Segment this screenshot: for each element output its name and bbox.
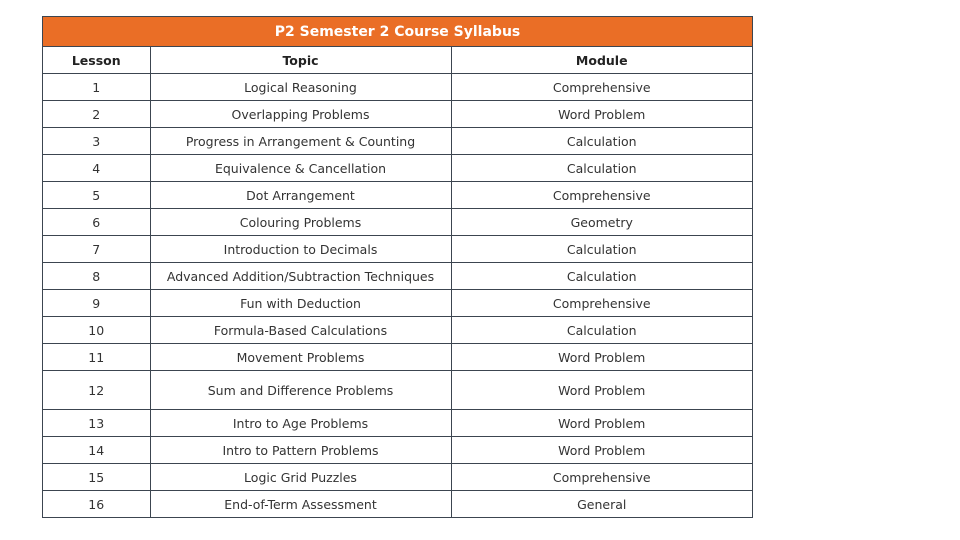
topic-cell: Overlapping Problems (150, 101, 451, 128)
header-row (43, 47, 752, 74)
column-header-topic: Topic (150, 47, 451, 74)
syllabus-table (43, 47, 752, 517)
lesson-cell: 9 (43, 290, 150, 317)
table-row (43, 128, 752, 155)
table-row (43, 155, 752, 182)
table-title: P2 Semester 2 Course Syllabus (43, 17, 752, 47)
table-row (43, 491, 752, 518)
lesson-cell: 6 (43, 209, 150, 236)
lesson-cell: 7 (43, 236, 150, 263)
topic-cell: Sum and Difference Problems (150, 371, 451, 410)
topic-cell: End-of-Term Assessment (150, 491, 451, 518)
topic-cell: Logic Grid Puzzles (150, 464, 451, 491)
table-row (43, 182, 752, 209)
topic-cell: Dot Arrangement (150, 182, 451, 209)
topic-cell: Intro to Age Problems (150, 410, 451, 437)
table-row (43, 317, 752, 344)
topic-cell: Equivalence & Cancellation (150, 155, 451, 182)
lesson-cell: 15 (43, 464, 150, 491)
module-cell: Comprehensive (451, 290, 752, 317)
module-cell: Word Problem (451, 101, 752, 128)
lesson-cell: 3 (43, 128, 150, 155)
module-cell: Calculation (451, 263, 752, 290)
lesson-cell: 8 (43, 263, 150, 290)
lesson-cell: 2 (43, 101, 150, 128)
topic-cell: Advanced Addition/Subtraction Techniques (150, 263, 451, 290)
topic-cell: Logical Reasoning (150, 74, 451, 101)
topic-cell: Movement Problems (150, 344, 451, 371)
module-cell: Geometry (451, 209, 752, 236)
module-cell: Word Problem (451, 437, 752, 464)
table-row (43, 101, 752, 128)
lesson-cell: 14 (43, 437, 150, 464)
module-cell: Calculation (451, 155, 752, 182)
module-cell: Word Problem (451, 410, 752, 437)
lesson-cell: 1 (43, 74, 150, 101)
module-cell: Comprehensive (451, 464, 752, 491)
column-header-lesson: Lesson (43, 47, 150, 74)
syllabus-table-container (42, 16, 753, 518)
module-cell: Word Problem (451, 371, 752, 410)
module-cell: Calculation (451, 236, 752, 263)
lesson-cell: 11 (43, 344, 150, 371)
table-row (43, 290, 752, 317)
column-header-module: Module (451, 47, 752, 74)
lesson-cell: 13 (43, 410, 150, 437)
module-cell: Comprehensive (451, 74, 752, 101)
module-cell: Comprehensive (451, 182, 752, 209)
topic-cell: Progress in Arrangement & Counting (150, 128, 451, 155)
lesson-cell: 4 (43, 155, 150, 182)
lesson-cell: 12 (43, 371, 150, 410)
table-row (43, 464, 752, 491)
table-row (43, 236, 752, 263)
table-row (43, 410, 752, 437)
topic-cell: Fun with Deduction (150, 290, 451, 317)
topic-cell: Formula-Based Calculations (150, 317, 451, 344)
table-row (43, 344, 752, 371)
table-row (43, 371, 752, 410)
lesson-cell: 10 (43, 317, 150, 344)
topic-cell: Colouring Problems (150, 209, 451, 236)
table-row (43, 437, 752, 464)
topic-cell: Introduction to Decimals (150, 236, 451, 263)
module-cell: Calculation (451, 317, 752, 344)
module-cell: Calculation (451, 128, 752, 155)
table-row (43, 263, 752, 290)
lesson-cell: 16 (43, 491, 150, 518)
lesson-cell: 5 (43, 182, 150, 209)
table-row (43, 74, 752, 101)
table-row (43, 209, 752, 236)
topic-cell: Intro to Pattern Problems (150, 437, 451, 464)
module-cell: Word Problem (451, 344, 752, 371)
module-cell: General (451, 491, 752, 518)
table-body (43, 74, 752, 518)
